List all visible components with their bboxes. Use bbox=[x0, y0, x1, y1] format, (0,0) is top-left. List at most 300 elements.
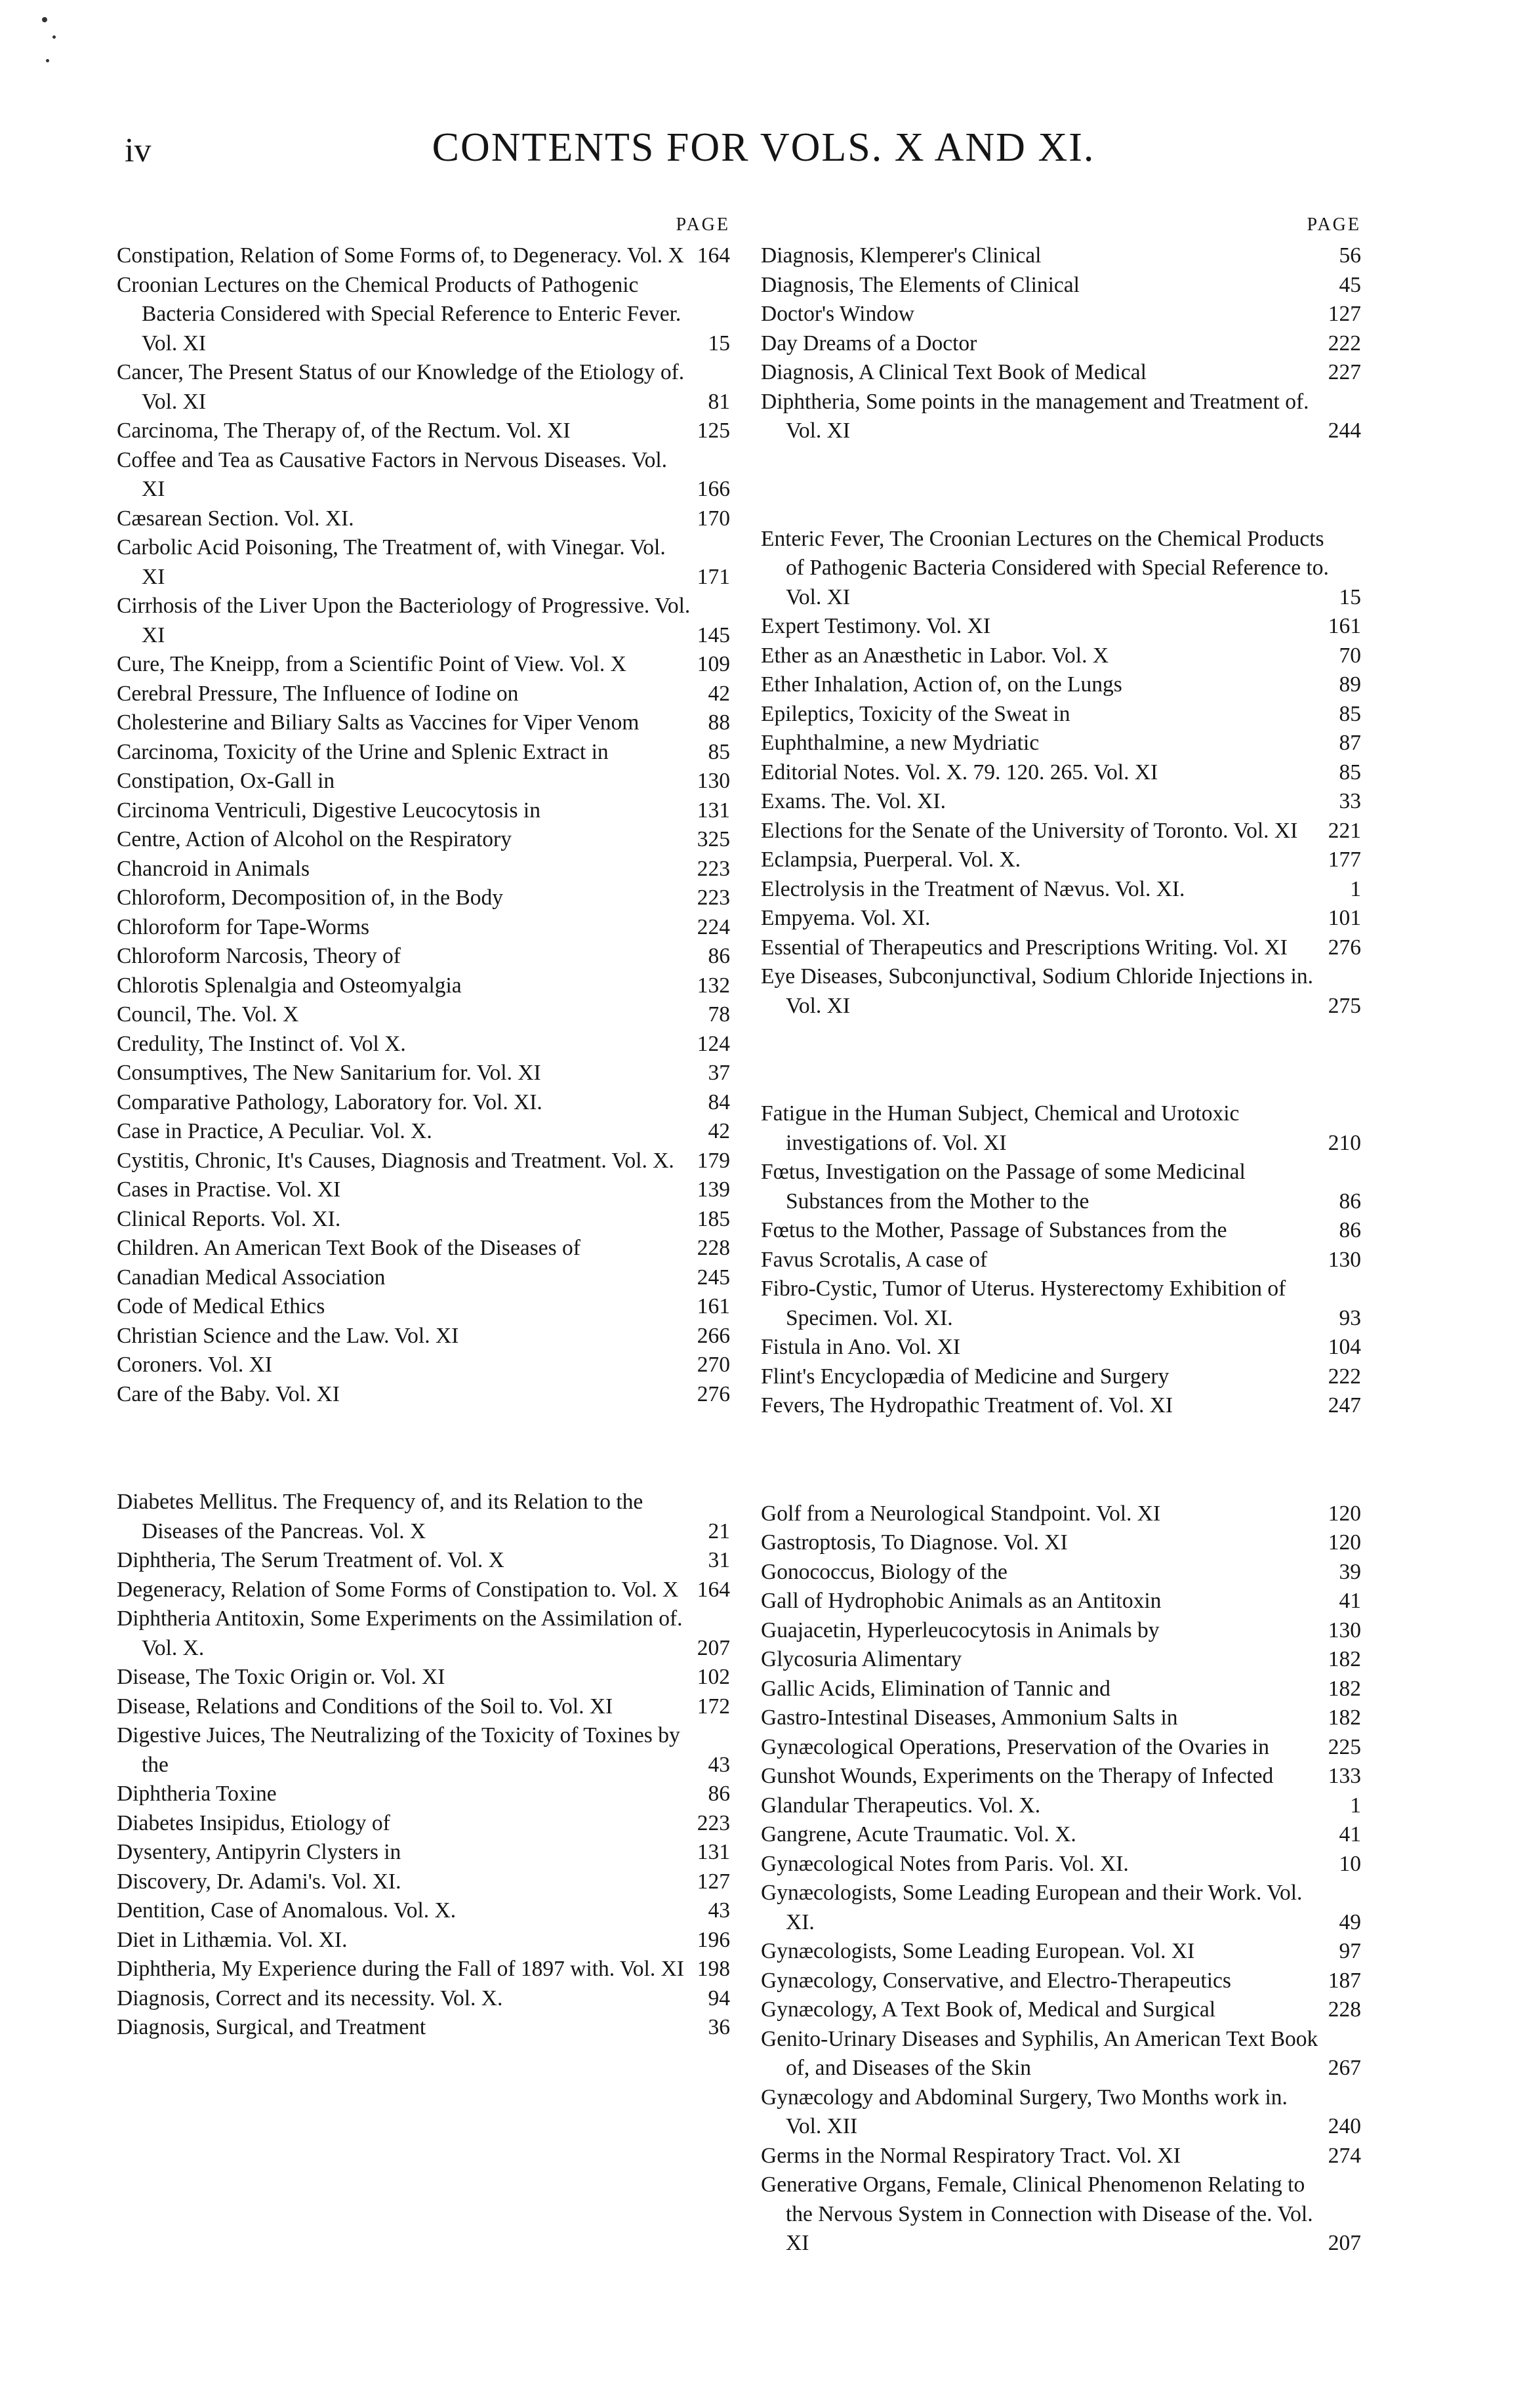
entry-page: 207 bbox=[1328, 2231, 1361, 2255]
index-entry bbox=[761, 1099, 1361, 1158]
index-entry bbox=[117, 1780, 730, 1809]
entry-title: Epileptics, Toxicity of the Sweat in bbox=[761, 701, 1070, 726]
index-entry bbox=[761, 1500, 1361, 1529]
entry-page: 94 bbox=[708, 1986, 730, 2010]
index-entry bbox=[117, 1175, 730, 1205]
index-entry bbox=[117, 1380, 730, 1410]
entry-page: 56 bbox=[1339, 243, 1361, 268]
entry-title: Gynæcology, Conservative, and Electro-Therapeutics bbox=[761, 1968, 1231, 1993]
right-column bbox=[761, 209, 1361, 2258]
entry-title: Fevers, The Hydropathic Treatment of. Vol. XI bbox=[761, 1393, 1173, 1418]
index-entry bbox=[117, 1263, 730, 1293]
entry-page: 270 bbox=[697, 1353, 730, 1377]
entry-title: Diagnosis, The Elements of Clinical bbox=[761, 272, 1080, 297]
entry-title: Diphtheria Antitoxin, Some Experiments on the Assimilation of. Vol. X. bbox=[117, 1606, 683, 1660]
entry-page: 166 bbox=[697, 477, 730, 501]
entry-page: 177 bbox=[1328, 847, 1361, 872]
index-entry bbox=[761, 670, 1361, 700]
index-entry bbox=[761, 729, 1361, 758]
entry-page: 88 bbox=[708, 710, 730, 735]
index-entry bbox=[761, 962, 1361, 1021]
entry-page: 222 bbox=[1328, 331, 1361, 356]
entry-page: 244 bbox=[1328, 418, 1361, 443]
index-entry bbox=[117, 1205, 730, 1235]
section-gap bbox=[761, 1021, 1361, 1099]
entry-page: 198 bbox=[697, 1957, 730, 1981]
entry-title: Clinical Reports. Vol. XI. bbox=[117, 1206, 341, 1231]
index-entry bbox=[117, 1955, 730, 1984]
entry-title: Diet in Lithæmia. Vol. XI. bbox=[117, 1927, 348, 1952]
index-entry bbox=[117, 971, 730, 1001]
entry-page: 132 bbox=[697, 973, 730, 998]
entry-title: Coroners. Vol. XI bbox=[117, 1353, 272, 1377]
index-entry bbox=[761, 1362, 1361, 1392]
entry-title: Children. An American Text Book of the Diseases of bbox=[117, 1236, 580, 1260]
index-entry bbox=[761, 388, 1361, 446]
index-entry bbox=[117, 1663, 730, 1692]
index-entry bbox=[117, 271, 730, 359]
entry-title: Disease, Relations and Conditions of the Soil to. Vol. XI bbox=[117, 1694, 613, 1719]
index-entry bbox=[117, 1721, 730, 1780]
right-entry-list bbox=[761, 241, 1361, 2258]
entry-title: Canadian Medical Association bbox=[117, 1265, 386, 1290]
entry-title: Cholesterine and Biliary Salts as Vaccines for Viper Venom bbox=[117, 710, 640, 735]
index-entry bbox=[117, 1147, 730, 1176]
index-entry bbox=[117, 738, 730, 767]
entry-page: 85 bbox=[708, 739, 730, 764]
entry-page: 267 bbox=[1328, 2056, 1361, 2080]
entry-page: 130 bbox=[1328, 1618, 1361, 1643]
entry-page: 21 bbox=[708, 1519, 730, 1543]
entry-title: Eclampsia, Puerperal. Vol. X. bbox=[761, 847, 1021, 872]
index-entry bbox=[761, 642, 1361, 671]
entry-title: Germs in the Normal Respiratory Tract. Vol. XI bbox=[761, 2143, 1181, 2168]
entry-title: Diagnosis, Klemperer's Clinical bbox=[761, 243, 1042, 268]
entry-page: 223 bbox=[697, 886, 730, 910]
index-entry bbox=[117, 1488, 730, 1546]
entry-title: Gynæcological Notes from Paris. Vol. XI. bbox=[761, 1851, 1129, 1876]
index-entry bbox=[117, 884, 730, 913]
index-entry bbox=[761, 1333, 1361, 1362]
margin-specks bbox=[39, 13, 66, 118]
left-column bbox=[117, 209, 730, 2043]
entry-page: 41 bbox=[1339, 1589, 1361, 1613]
entry-title: Flint's Encyclopædia of Medicine and Surgery bbox=[761, 1364, 1170, 1389]
entry-title: Degeneracy, Relation of Some Forms of Constipation to. Vol. X bbox=[117, 1577, 679, 1602]
entry-title: Enteric Fever, The Croonian Lectures on the Chemical Products of Pathogenic Bacteria Considered with Special Reference to. Vol. XI bbox=[761, 526, 1329, 609]
index-entry bbox=[761, 1675, 1361, 1704]
entry-title: Chloroform, Decomposition of, in the Body bbox=[117, 886, 503, 910]
entry-title: Golf from a Neurological Standpoint. Vol. XI bbox=[761, 1501, 1161, 1526]
entry-page: 227 bbox=[1328, 360, 1361, 384]
index-entry bbox=[117, 533, 730, 592]
entry-page: 276 bbox=[697, 1381, 730, 1406]
entry-title: Cæsarean Section. Vol. XI. bbox=[117, 506, 354, 531]
entry-page: 224 bbox=[697, 914, 730, 939]
entry-title: Discovery, Dr. Adami's. Vol. XI. bbox=[117, 1869, 401, 1894]
entry-title: Diphtheria, Some points in the management and Treatment of. Vol. XI bbox=[761, 389, 1309, 443]
left-entry-list bbox=[117, 241, 730, 2043]
index-entry bbox=[117, 1692, 730, 1722]
entry-page: 245 bbox=[697, 1265, 730, 1290]
section-gap bbox=[761, 1421, 1361, 1500]
entry-title: Fistula in Ano. Vol. XI bbox=[761, 1335, 961, 1359]
entry-page: 161 bbox=[697, 1294, 730, 1318]
entry-title: Ether as an Anæsthetic in Labor. Vol. X bbox=[761, 643, 1109, 668]
index-entry bbox=[761, 1587, 1361, 1616]
entry-title: Gangrene, Acute Traumatic. Vol. X. bbox=[761, 1822, 1076, 1847]
index-entry bbox=[761, 1558, 1361, 1587]
entry-page: 42 bbox=[708, 1119, 730, 1143]
entry-page: 182 bbox=[1328, 1676, 1361, 1701]
entry-page: 133 bbox=[1328, 1764, 1361, 1788]
entry-page: 33 bbox=[1339, 789, 1361, 813]
index-entry bbox=[761, 1995, 1361, 2025]
entry-title: Consumptives, The New Sanitarium for. Vol. XI bbox=[117, 1061, 541, 1085]
entry-page: 102 bbox=[697, 1665, 730, 1689]
entry-title: Christian Science and the Law. Vol. XI bbox=[117, 1323, 459, 1348]
index-entry bbox=[117, 2013, 730, 2043]
index-entry bbox=[117, 592, 730, 650]
index-entry bbox=[761, 758, 1361, 788]
entry-title: Euphthalmine, a new Mydriatic bbox=[761, 731, 1040, 755]
entry-title: Cystitis, Chronic, It's Causes, Diagnosis and Treatment. Vol. X. bbox=[117, 1148, 674, 1173]
entry-page: 36 bbox=[708, 2015, 730, 2039]
entry-title: Diabetes Mellitus. The Frequency of, and its Relation to the Diseases of the Pancreas. Vol. X bbox=[117, 1490, 643, 1543]
entry-title: Constipation, Ox-Gall in bbox=[117, 769, 335, 793]
index-entry bbox=[117, 504, 730, 534]
entry-page: 86 bbox=[708, 1782, 730, 1806]
entry-title: Coffee and Tea as Causative Factors in Nervous Diseases. Vol. XI bbox=[117, 447, 668, 501]
entry-title: Eye Diseases, Subconjunctival, Sodium Chloride Injections in. Vol. XI bbox=[761, 964, 1314, 1018]
entry-page: 240 bbox=[1328, 2114, 1361, 2138]
entry-page: 222 bbox=[1328, 1364, 1361, 1389]
section-gap bbox=[761, 446, 1361, 525]
entry-title: Cerebral Pressure, The Influence of Iodine on bbox=[117, 681, 519, 706]
index-entry bbox=[761, 875, 1361, 905]
entry-page: 225 bbox=[1328, 1734, 1361, 1759]
entry-title: Chlorotis Splenalgia and Osteomyalgia bbox=[117, 973, 462, 998]
entry-page: 221 bbox=[1328, 818, 1361, 843]
index-entry bbox=[117, 767, 730, 796]
index-entry bbox=[761, 1879, 1361, 1937]
entry-title: Council, The. Vol. X bbox=[117, 1002, 299, 1027]
entry-title: Genito-Urinary Diseases and Syphilis, An American Text Book of, and Diseases of the Skin bbox=[761, 2026, 1318, 2080]
entry-title: Centre, Action of Alcohol on the Respiratory bbox=[117, 827, 512, 851]
entry-page: 179 bbox=[697, 1148, 730, 1173]
index-entry bbox=[761, 1275, 1361, 1333]
entry-page: 85 bbox=[1339, 701, 1361, 726]
entry-page: 145 bbox=[697, 622, 730, 647]
entry-title: Gynæcology and Abdominal Surgery, Two Months work in. Vol. XII bbox=[761, 2085, 1288, 2138]
entry-page: 78 bbox=[708, 1002, 730, 1027]
index-entry bbox=[117, 1059, 730, 1088]
index-entry bbox=[761, 1937, 1361, 1967]
entry-title: Fœtus, Investigation on the Passage of some Medicinal Substances from the Mother to the bbox=[761, 1160, 1246, 1214]
entry-title: Generative Organs, Female, Clinical Phenomenon Relating to the Nervous System in Connection with Disease of the. Vol. XI bbox=[761, 2173, 1313, 2255]
entry-page: 125 bbox=[697, 418, 730, 443]
entry-page: 15 bbox=[1339, 584, 1361, 609]
index-entry bbox=[117, 1809, 730, 1839]
entry-title: Chloroform Narcosis, Theory of bbox=[117, 944, 401, 968]
index-entry bbox=[117, 1030, 730, 1059]
entry-title: Chancroid in Animals bbox=[117, 856, 310, 881]
entry-title: Comparative Pathology, Laboratory for. Vol. XI. bbox=[117, 1090, 542, 1114]
index-entry bbox=[117, 417, 730, 446]
index-entry bbox=[761, 1216, 1361, 1246]
entry-page: 45 bbox=[1339, 272, 1361, 297]
entry-title: Circinoma Ventriculi, Digestive Leucocytosis in bbox=[117, 798, 540, 823]
index-entry bbox=[761, 904, 1361, 933]
index-entry bbox=[761, 1762, 1361, 1791]
entry-page: 37 bbox=[708, 1061, 730, 1085]
entry-page: 127 bbox=[697, 1869, 730, 1894]
entry-page: 139 bbox=[697, 1177, 730, 1202]
entry-page: 85 bbox=[1339, 760, 1361, 785]
entry-page: 109 bbox=[697, 652, 730, 676]
entry-title: Constipation, Relation of Some Forms of, to Degeneracy. Vol. X bbox=[117, 243, 684, 268]
index-entry bbox=[761, 612, 1361, 642]
index-entry bbox=[117, 1926, 730, 1955]
entry-page: 164 bbox=[697, 243, 730, 268]
index-entry bbox=[761, 1791, 1361, 1821]
entry-page: 49 bbox=[1339, 1909, 1361, 1934]
entry-page: 196 bbox=[697, 1927, 730, 1952]
entry-title: Exams. The. Vol. XI. bbox=[761, 789, 946, 813]
entry-title: Diphtheria, My Experience during the Fall of 1897 with. Vol. XI bbox=[117, 1957, 684, 1981]
index-entry bbox=[117, 942, 730, 971]
entry-title: Gallic Acids, Elimination of Tannic and bbox=[761, 1676, 1110, 1701]
entry-title: Fœtus to the Mother, Passage of Substances from the bbox=[761, 1218, 1227, 1242]
entry-page: 86 bbox=[708, 944, 730, 968]
entry-page: 127 bbox=[1328, 302, 1361, 326]
index-entry bbox=[761, 1391, 1361, 1421]
entry-title: Day Dreams of a Doctor bbox=[761, 331, 977, 356]
entry-page: 31 bbox=[708, 1548, 730, 1572]
entry-title: Croonian Lectures on the Chemical Products of Pathogenic Bacteria Considered with Special Reference to Enteric Fever. Vol. XI bbox=[117, 272, 682, 356]
index-entry bbox=[761, 525, 1361, 613]
page-column-label: PAGE bbox=[1307, 214, 1361, 235]
entry-page: 43 bbox=[708, 1752, 730, 1777]
index-entry bbox=[761, 1820, 1361, 1850]
entry-title: Gastro-Intestinal Diseases, Ammonium Salts in bbox=[761, 1705, 1178, 1730]
index-entry bbox=[761, 1733, 1361, 1763]
index-entry bbox=[117, 1896, 730, 1926]
index-entry bbox=[117, 1088, 730, 1118]
entry-title: Dentition, Case of Anomalous. Vol. X. bbox=[117, 1898, 457, 1923]
section-gap bbox=[117, 1409, 730, 1488]
entry-page: 84 bbox=[708, 1090, 730, 1114]
index-entry bbox=[761, 2171, 1361, 2258]
entry-title: Gynæcologists, Some Leading European and their Work. Vol. XI. bbox=[761, 1881, 1303, 1934]
entry-title: Gynæcology, A Text Book of, Medical and Surgical bbox=[761, 1997, 1216, 2022]
entry-page: 171 bbox=[697, 564, 730, 589]
index-entry bbox=[761, 1246, 1361, 1275]
index-entry bbox=[117, 1867, 730, 1897]
entry-title: Gonococcus, Biology of the bbox=[761, 1559, 1008, 1584]
entry-page: 130 bbox=[697, 769, 730, 793]
entry-title: Glandular Therapeutics. Vol. X. bbox=[761, 1793, 1041, 1818]
index-entry bbox=[117, 446, 730, 504]
page-title: CONTENTS FOR VOLS. X AND XI. bbox=[432, 125, 1095, 170]
index-entry bbox=[761, 1528, 1361, 1558]
index-entry bbox=[761, 817, 1361, 846]
entry-page: 42 bbox=[708, 681, 730, 706]
index-entry bbox=[761, 2083, 1361, 2142]
entry-page: 207 bbox=[697, 1635, 730, 1660]
index-entry bbox=[761, 300, 1361, 329]
index-entry bbox=[117, 1117, 730, 1147]
entry-title: Editorial Notes. Vol. X. 79. 120. 265. Vol. XI bbox=[761, 760, 1158, 785]
index-entry bbox=[117, 1292, 730, 1322]
entry-title: Digestive Juices, The Neutralizing of the Toxicity of Toxines by the bbox=[117, 1723, 680, 1777]
entry-title: Diabetes Insipidus, Etiology of bbox=[117, 1810, 390, 1835]
entry-page: 266 bbox=[697, 1323, 730, 1348]
index-entry bbox=[117, 241, 730, 271]
index-entry bbox=[761, 1850, 1361, 1879]
index-entry bbox=[761, 2142, 1361, 2171]
entry-page: 39 bbox=[1339, 1559, 1361, 1584]
entry-title: Disease, The Toxic Origin or. Vol. XI bbox=[117, 1665, 445, 1689]
entry-title: Cirrhosis of the Liver Upon the Bacteriology of Progressive. Vol. XI bbox=[117, 594, 691, 647]
entry-page: 131 bbox=[697, 798, 730, 823]
entry-title: Gall of Hydrophobic Animals as an Antitoxin bbox=[761, 1589, 1162, 1613]
entry-page: 185 bbox=[697, 1206, 730, 1231]
entry-page: 210 bbox=[1328, 1130, 1361, 1155]
entry-title: Doctor's Window bbox=[761, 302, 914, 326]
entry-page: 104 bbox=[1328, 1335, 1361, 1359]
entry-title: Gastroptosis, To Diagnose. Vol. XI bbox=[761, 1530, 1068, 1555]
index-entry bbox=[117, 796, 730, 826]
entry-title: Carbolic Acid Poisoning, The Treatment of, with Vinegar. Vol. XI bbox=[117, 535, 666, 589]
index-entry bbox=[117, 855, 730, 884]
entry-title: Carcinoma, Toxicity of the Urine and Splenic Extract in bbox=[117, 739, 609, 764]
entry-page: 182 bbox=[1328, 1705, 1361, 1730]
entry-page: 130 bbox=[1328, 1247, 1361, 1272]
entry-page: 161 bbox=[1328, 614, 1361, 638]
index-entry bbox=[117, 1984, 730, 2014]
index-entry bbox=[117, 1322, 730, 1351]
entry-title: Fatigue in the Human Subject, Chemical and Urotoxic investigations of. Vol. XI bbox=[761, 1101, 1240, 1155]
entry-page: 89 bbox=[1339, 672, 1361, 697]
index-entry bbox=[117, 1604, 730, 1663]
entry-title: Care of the Baby. Vol. XI bbox=[117, 1381, 340, 1406]
entry-page: 247 bbox=[1328, 1393, 1361, 1418]
entry-page: 164 bbox=[697, 1577, 730, 1602]
entry-title: Expert Testimony. Vol. XI bbox=[761, 614, 991, 638]
index-entry bbox=[761, 1967, 1361, 1996]
entry-page: 101 bbox=[1328, 906, 1361, 930]
index-entry bbox=[761, 241, 1361, 271]
entry-page: 1 bbox=[1350, 1793, 1361, 1818]
entry-title: Guajacetin, Hyperleucocytosis in Animals by bbox=[761, 1618, 1160, 1643]
entry-title: Electrolysis in the Treatment of Nævus. Vol. XI. bbox=[761, 876, 1185, 901]
entry-title: Chloroform for Tape-Worms bbox=[117, 914, 370, 939]
index-entry bbox=[117, 1838, 730, 1867]
entry-title: Gynæcologists, Some Leading European. Vol. XI bbox=[761, 1939, 1195, 1963]
entry-page: 41 bbox=[1339, 1822, 1361, 1847]
entry-page: 228 bbox=[1328, 1997, 1361, 2022]
entry-title: Ether Inhalation, Action of, on the Lungs bbox=[761, 672, 1122, 697]
entry-title: Cure, The Kneipp, from a Scientific Point of View. Vol. X bbox=[117, 652, 626, 676]
entry-title: Dysentery, Antipyrin Clysters in bbox=[117, 1840, 401, 1864]
entry-page: 93 bbox=[1339, 1305, 1361, 1330]
entry-page: 325 bbox=[697, 827, 730, 851]
entry-page: 86 bbox=[1339, 1189, 1361, 1214]
entry-page: 228 bbox=[697, 1236, 730, 1260]
entry-page: 86 bbox=[1339, 1218, 1361, 1242]
index-entry bbox=[761, 358, 1361, 388]
index-entry bbox=[117, 1576, 730, 1605]
entry-title: Gynæcological Operations, Preservation of the Ovaries in bbox=[761, 1734, 1269, 1759]
entry-title: Diagnosis, A Clinical Text Book of Medical bbox=[761, 360, 1147, 384]
page-column-label: PAGE bbox=[676, 214, 730, 235]
entry-page: 182 bbox=[1328, 1647, 1361, 1671]
index-entry bbox=[117, 680, 730, 709]
index-entry bbox=[117, 358, 730, 417]
entry-page: 187 bbox=[1328, 1968, 1361, 1993]
index-entry bbox=[761, 1616, 1361, 1646]
entry-title: Favus Scrotalis, A case of bbox=[761, 1247, 988, 1272]
entry-page: 274 bbox=[1328, 2143, 1361, 2168]
index-entry bbox=[761, 933, 1361, 963]
entry-title: Gunshot Wounds, Experiments on the Therapy of Infected bbox=[761, 1764, 1274, 1788]
index-entry bbox=[761, 1645, 1361, 1675]
entry-title: Credulity, The Instinct of. Vol X. bbox=[117, 1031, 406, 1056]
index-entry bbox=[761, 2025, 1361, 2083]
entry-page: 170 bbox=[697, 506, 730, 531]
entry-page: 81 bbox=[708, 389, 730, 414]
index-entry bbox=[117, 1234, 730, 1263]
entry-title: Glycosuria Alimentary bbox=[761, 1647, 962, 1671]
entry-page: 120 bbox=[1328, 1530, 1361, 1555]
entry-page: 15 bbox=[708, 331, 730, 356]
entry-page: 172 bbox=[697, 1694, 730, 1719]
entry-page: 1 bbox=[1350, 876, 1361, 901]
entry-title: Diphtheria Toxine bbox=[117, 1782, 277, 1806]
index-entry bbox=[761, 700, 1361, 729]
entry-title: Fibro-Cystic, Tumor of Uterus. Hysterectomy Exhibition of Specimen. Vol. XI. bbox=[761, 1276, 1286, 1330]
entry-title: Diagnosis, Correct and its necessity. Vol. X. bbox=[117, 1986, 503, 2010]
entry-page: 10 bbox=[1339, 1851, 1361, 1876]
index-entry bbox=[761, 787, 1361, 817]
entry-title: Essential of Therapeutics and Prescriptions Writing. Vol. XI bbox=[761, 935, 1288, 960]
index-entry bbox=[117, 1351, 730, 1380]
index-entry bbox=[117, 1000, 730, 1030]
index-entry bbox=[117, 708, 730, 738]
index-entry bbox=[761, 1158, 1361, 1216]
index-entry bbox=[117, 913, 730, 943]
entry-page: 276 bbox=[1328, 935, 1361, 960]
entry-page: 97 bbox=[1339, 1939, 1361, 1963]
entry-title: Diagnosis, Surgical, and Treatment bbox=[117, 2015, 426, 2039]
index-entry bbox=[761, 1704, 1361, 1733]
index-entry bbox=[117, 825, 730, 855]
entry-title: Elections for the Senate of the University of Toronto. Vol. XI bbox=[761, 818, 1298, 843]
page-number: iv bbox=[125, 132, 152, 169]
entry-title: Cancer, The Present Status of our Knowledge of the Etiology of. Vol. XI bbox=[117, 360, 685, 414]
entry-page: 43 bbox=[708, 1898, 730, 1923]
entry-page: 131 bbox=[697, 1840, 730, 1864]
entry-page: 223 bbox=[697, 856, 730, 881]
entry-page: 70 bbox=[1339, 643, 1361, 668]
entry-page: 120 bbox=[1328, 1501, 1361, 1526]
index-entry bbox=[761, 271, 1361, 300]
entry-title: Cases in Practise. Vol. XI bbox=[117, 1177, 341, 1202]
index-entry bbox=[761, 846, 1361, 875]
entry-page: 275 bbox=[1328, 993, 1361, 1018]
entry-page: 124 bbox=[697, 1031, 730, 1056]
